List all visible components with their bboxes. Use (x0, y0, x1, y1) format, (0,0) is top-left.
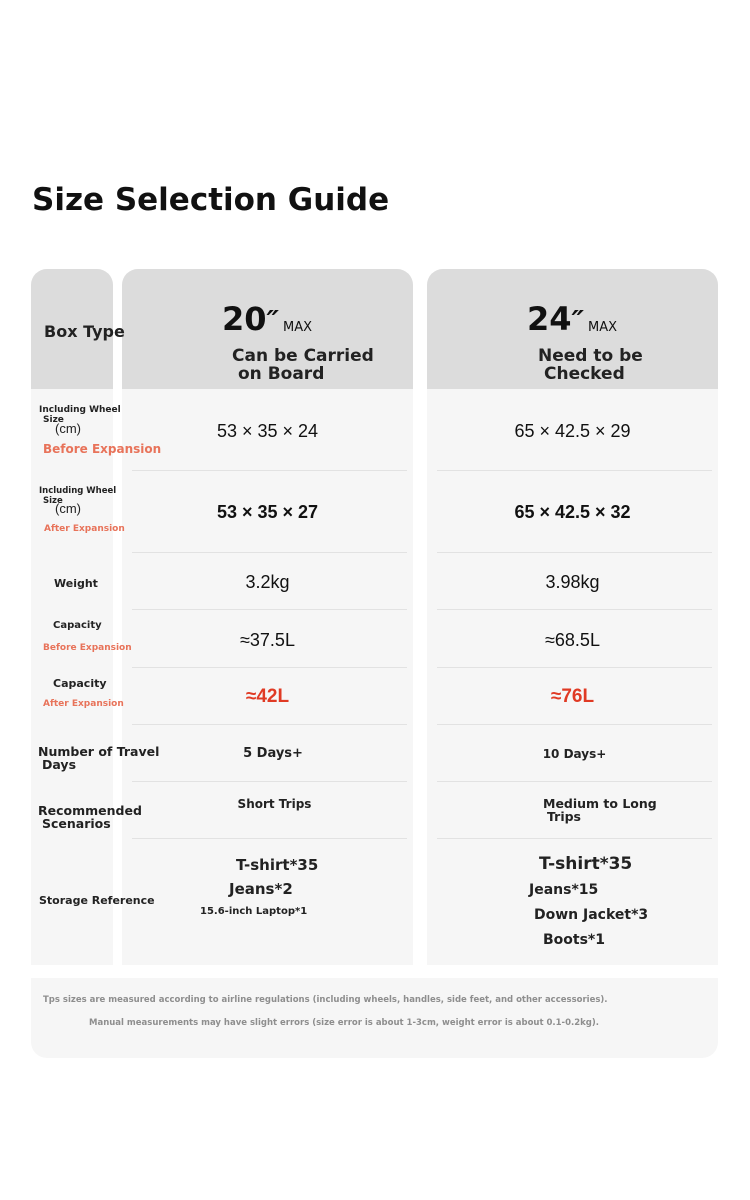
storage-24-item-2: Jeans*15 (529, 882, 599, 898)
capacity-after-24: ≈76L (550, 686, 595, 707)
row-storage-label: Storage Reference (39, 894, 155, 907)
label-column (31, 269, 113, 965)
size-20-heading: 20″ (222, 300, 280, 338)
size-20-desc-line1: Can be Carried (232, 346, 374, 366)
size-after-24: 65 × 42.5 × 32 (514, 502, 631, 522)
storage-24-item-4: Boots*1 (543, 932, 605, 948)
capacity-before-24: ≈68.5L (545, 630, 600, 650)
row-capacity-after-sublabel: After Expansion (43, 699, 124, 709)
page-title: Size Selection Guide (32, 182, 390, 218)
travel-days-20: 5 Days+ (243, 746, 303, 761)
weight-20: 3.2kg (245, 572, 290, 592)
size-before-20: 53 × 35 × 24 (216, 421, 319, 441)
weight-24: 3.98kg (545, 572, 600, 592)
size-after-20: 53 × 35 × 27 (216, 502, 319, 522)
size-24-max: MAX (588, 320, 618, 335)
size-20-desc-line2: on Board (238, 364, 325, 384)
scenarios-20: Short Trips (237, 797, 312, 811)
size-24-desc-line1: Need to be (538, 346, 643, 366)
row-size-before-unit: (cm) (55, 421, 81, 436)
travel-days-24: 10 Days+ (542, 747, 607, 761)
row-size-before-sublabel: Before Expansion (43, 442, 162, 456)
storage-20-item-2: Jeans*2 (229, 880, 293, 898)
size-24-heading: 24″ (527, 300, 585, 338)
storage-24-item-1: T-shirt*35 (539, 854, 633, 874)
storage-20-item-3: 15.6-inch Laptop*1 (200, 906, 308, 917)
row-travel-days-label: Number of Travel Days (38, 744, 160, 772)
capacity-before-20: ≈37.5L (240, 630, 295, 650)
note-line-1: Tps sizes are measured according to airline regulations (including wheels, handles, side feet, and other accessories). (43, 995, 608, 1005)
note-line-2: Manual measurements may have slight errors (size error is about 1-3cm, weight error is about 0.1-0.2kg). (89, 1018, 599, 1028)
storage-24-item-3: Down Jacket*3 (534, 907, 649, 923)
notes-box (31, 978, 718, 1058)
row-size-before-label: Including Wheel Size (39, 405, 121, 425)
row-capacity-after-label: Capacity (53, 677, 107, 690)
capacity-after-20: ≈42L (245, 686, 290, 707)
scenarios-24: Medium to Long Trips (543, 796, 657, 824)
size-before-24: 65 × 42.5 × 29 (514, 421, 631, 441)
row-capacity-before-label: Capacity (53, 620, 102, 631)
row-size-after-sublabel: After Expansion (44, 524, 125, 534)
row-scenarios-label: Recommended Scenarios (38, 803, 142, 831)
size-24-desc-line2: Checked (544, 364, 625, 384)
row-size-after-unit: (cm) (55, 501, 81, 516)
row-capacity-before-sublabel: Before Expansion (43, 643, 132, 653)
storage-20-item-1: T-shirt*35 (236, 856, 319, 874)
row-weight-label: Weight (54, 577, 98, 590)
row-size-after-label: Including Wheel Size (39, 486, 117, 506)
box-type-label: Box Type (44, 322, 125, 341)
size-20-max: MAX (283, 320, 313, 335)
